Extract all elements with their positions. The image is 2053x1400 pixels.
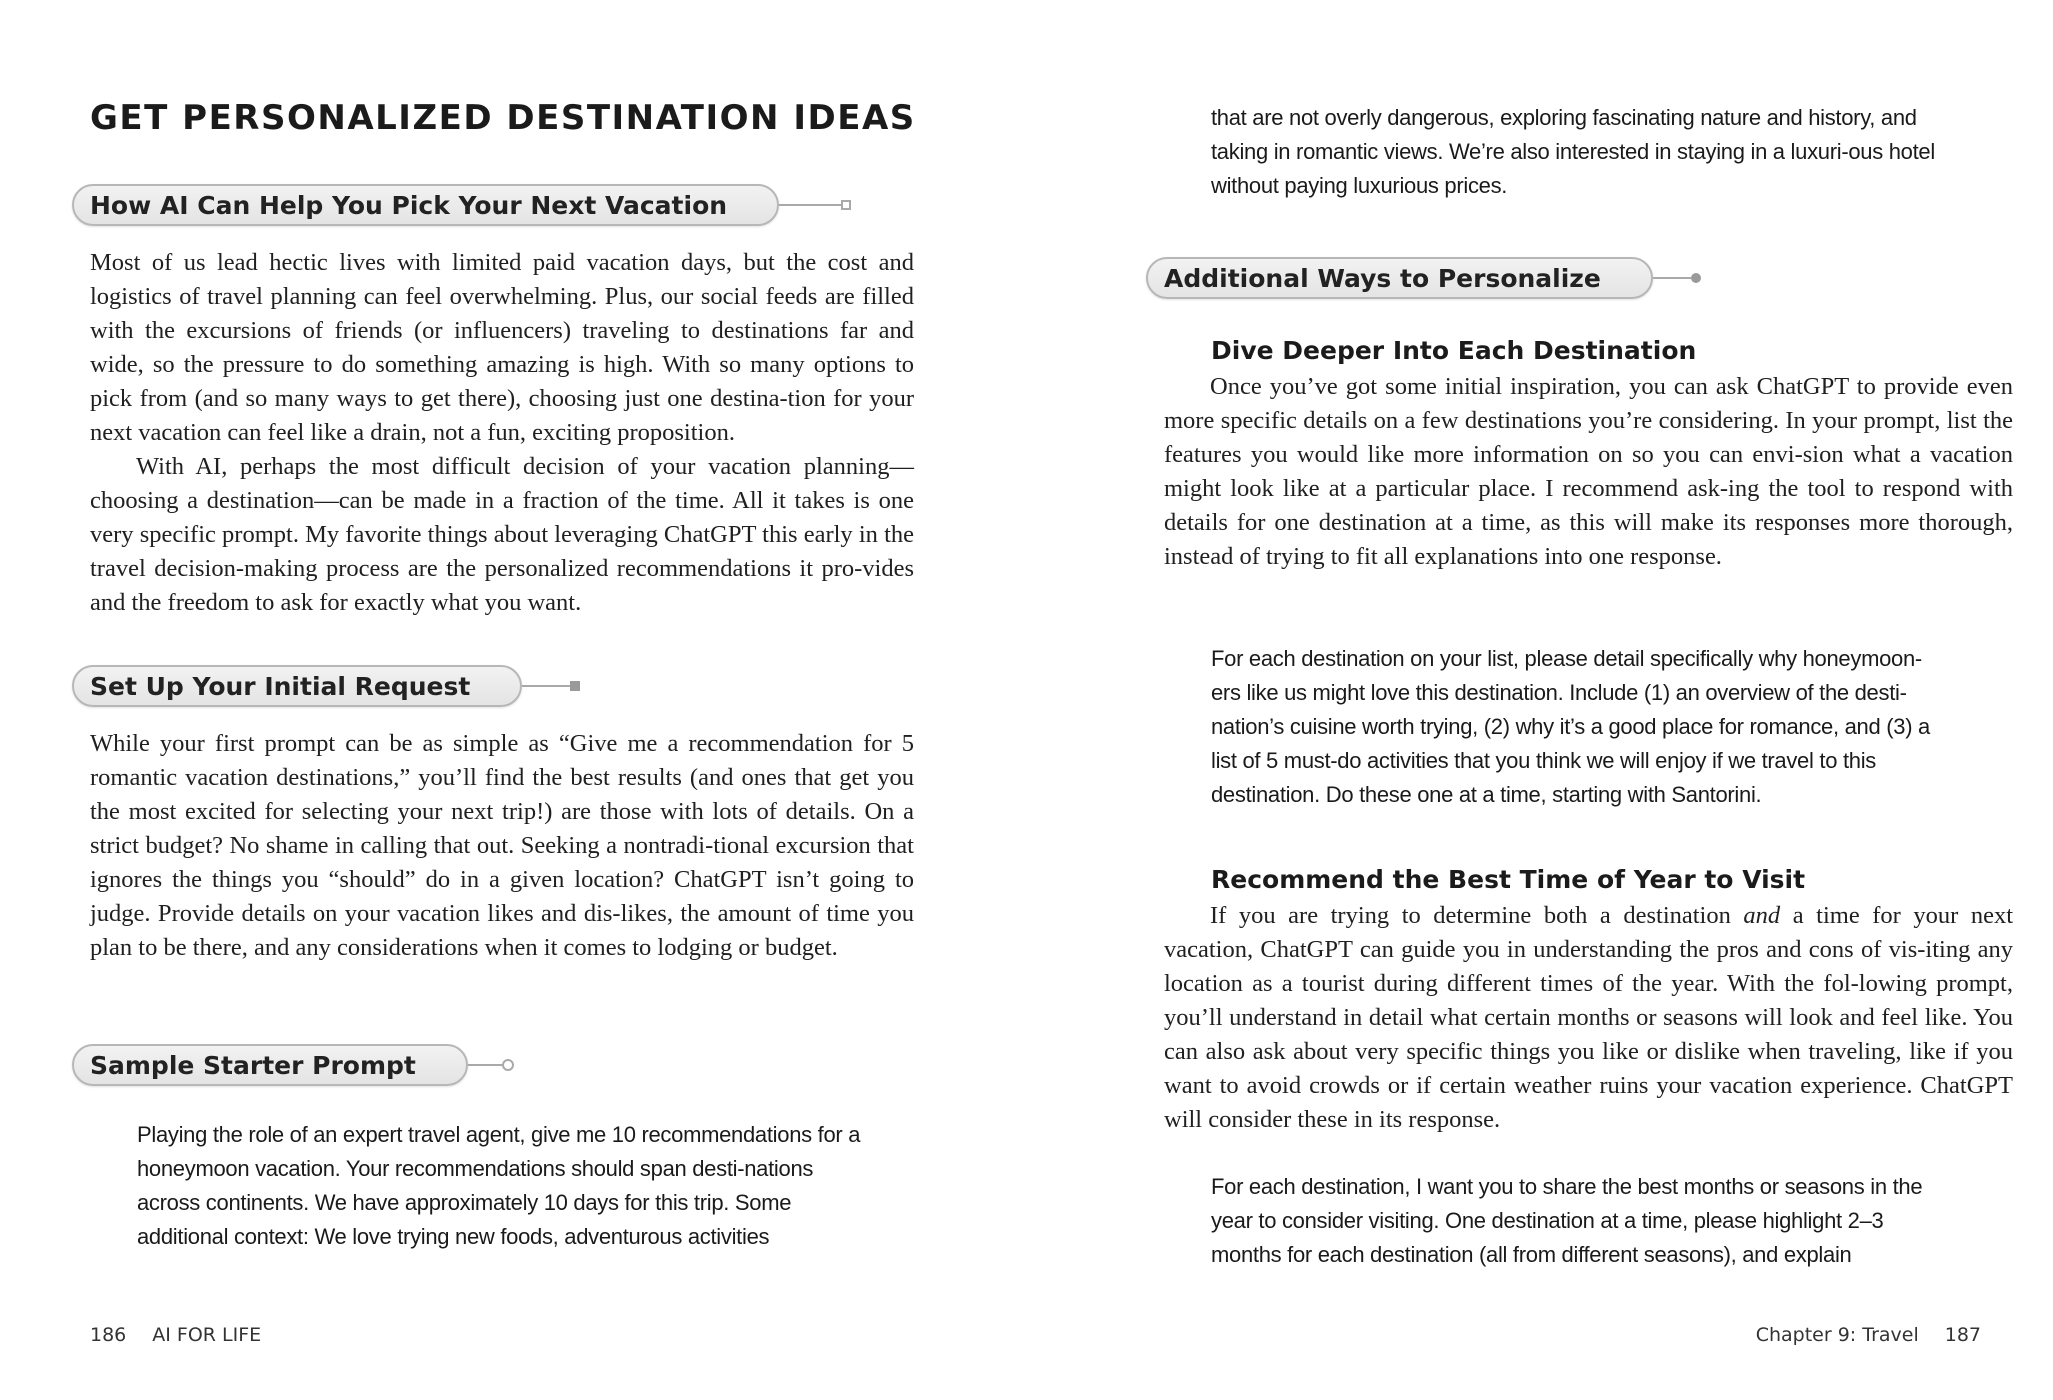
best-time-prompt: For each destination, I want you to share the best months or seasons in the year to consider visiting. One destination at a time, please highlight 2–3 months for each destination (all from different seasons), and explain <box>1211 1174 1923 1267</box>
paragraph: Most of us lead hectic lives with limited paid vacation days, but the cost and logistics of travel planning can feel overwhelming. Plus, our social feeds are filled with the excursions of friends (or influencers) traveling to destinations far and wide, so the pressure to do something amazing is high. With so many options to pick from (and so many ways to get there), choosing just one destina-tion for your next vacation can feel like a drain, not a fun, exciting proposition. <box>90 249 914 446</box>
running-head: AI FOR LIFE <box>152 1324 262 1346</box>
left-page <box>0 0 1026 1400</box>
folio-left <box>90 1324 287 1346</box>
subsection-heading: Dive Deeper Into Each Destination <box>1211 336 1697 365</box>
tab-filled-circle-marker-icon <box>1691 273 1701 283</box>
subsection1-body <box>1164 370 2013 574</box>
tab-connector-line <box>468 1064 502 1066</box>
paragraph-text: a time for your next vacation, ChatGPT can guide you in understanding the pros and cons of vis-iting any location as a tourist during different times of the year. With the fol-lowing prompt, you’ll understand in detail what certain months or seasons will look and feel like. You can also ask about very specific things you like or dislike when traveling, like if you want to avoid crowds or if certain weather ruins your vacation experience. ChatGPT will consider these in its response. <box>1164 902 2014 1133</box>
paragraph: Once you’ve got some initial inspiration, you can ask ChatGPT to provide even more specific details on a few destinations you’re considering. In your prompt, list the features you would like more information on so you can envi-sion what a vacation might look like at a particular place. I recommend ask-ing the tool to respond with details for one destination at a time, as this will make its responses more thorough, instead of trying to fit all explanations into one response. <box>1164 373 2013 570</box>
section-tab-label: Set Up Your Initial Request <box>72 665 522 707</box>
sample-starter-prompt: Playing the role of an expert travel agent, give me 10 recommendations for a honeymoon vacation. Your recommendations should span desti-nations across continents. We have approximately 10 days for this trip. Some additional context: We love trying new foods, adventurous activities <box>137 1122 861 1249</box>
section-tab-how-ai-can-help <box>72 183 851 227</box>
section-tab-label: Sample Starter Prompt <box>72 1044 468 1086</box>
tab-circle-marker-icon <box>502 1059 514 1071</box>
chapter-heading: GET PERSONALIZED DESTINATION IDEAS <box>90 98 916 138</box>
page-number: 186 <box>90 1324 127 1346</box>
section-tab-initial-request <box>72 664 580 708</box>
subsection-heading: Recommend the Best Time of Year to Visit <box>1211 865 1806 894</box>
folio-right <box>1730 1324 1981 1346</box>
paragraph-text: If you are trying to determine both a destination <box>1210 902 1744 929</box>
destination-detail-prompt: For each destination on your list, please detail specifically why honeymoon-ers like us might love this destination. Include (1) an overview of the desti-nation’s cuisine worth trying, (2) why it’s a good place for romance, and (3) a list of 5 must-do activities that you think we will enjoy if we travel to this destination. Do these one at a time, starting with Santorini. <box>1211 646 1930 807</box>
section-tab-additional-ways <box>1146 256 1701 300</box>
page-number: 187 <box>1944 1324 1981 1346</box>
running-head: Chapter 9: Travel <box>1755 1324 1919 1346</box>
right-page <box>1026 0 2053 1400</box>
paragraph <box>1164 899 2013 1137</box>
tab-connector-line <box>1653 277 1691 279</box>
prompt-continuation: that are not overly dangerous, exploring fascinating nature and history, and taking in romantic views. We’re also interested in staying in a luxuri-ous hotel without paying luxurious prices. <box>1211 105 1935 198</box>
section2-body <box>90 727 914 965</box>
tab-connector-line <box>522 685 570 687</box>
tab-filled-square-marker-icon <box>570 681 580 691</box>
paragraph: With AI, perhaps the most difficult decision of your vacation planning—choosing a destination—can be made in a fraction of the time. All it takes is one very specific prompt. My favorite things about leveraging ChatGPT this early in the travel decision-making process are the personalized recommendations it pro-vides and the freedom to ask for exactly what you want. <box>90 453 914 616</box>
section-tab-sample-prompt <box>72 1043 514 1087</box>
section-tab-label: How AI Can Help You Pick Your Next Vacation <box>72 184 779 226</box>
section-tab-label: Additional Ways to Personalize <box>1146 257 1653 299</box>
section1-body <box>90 246 914 620</box>
emphasis-text: and <box>1743 902 1781 929</box>
tab-square-marker-icon <box>841 200 851 210</box>
subsection2-body <box>1164 899 2013 1137</box>
paragraph: While your first prompt can be as simple as “Give me a recommendation for 5 romantic vacation destinations,” you’ll find the best results (and ones that get you the most excited for selecting your next trip!) are those with lots of details. On a strict budget? No shame in calling that out. Seeking a nontradi-tional excursion that ignores the things you “should” do in a given location? ChatGPT isn’t going to judge. Provide details on your vacation likes and dis-likes, the amount of time you plan to be there, and any considerations when it comes to lodging or budget. <box>90 730 914 961</box>
tab-connector-line <box>779 204 841 206</box>
